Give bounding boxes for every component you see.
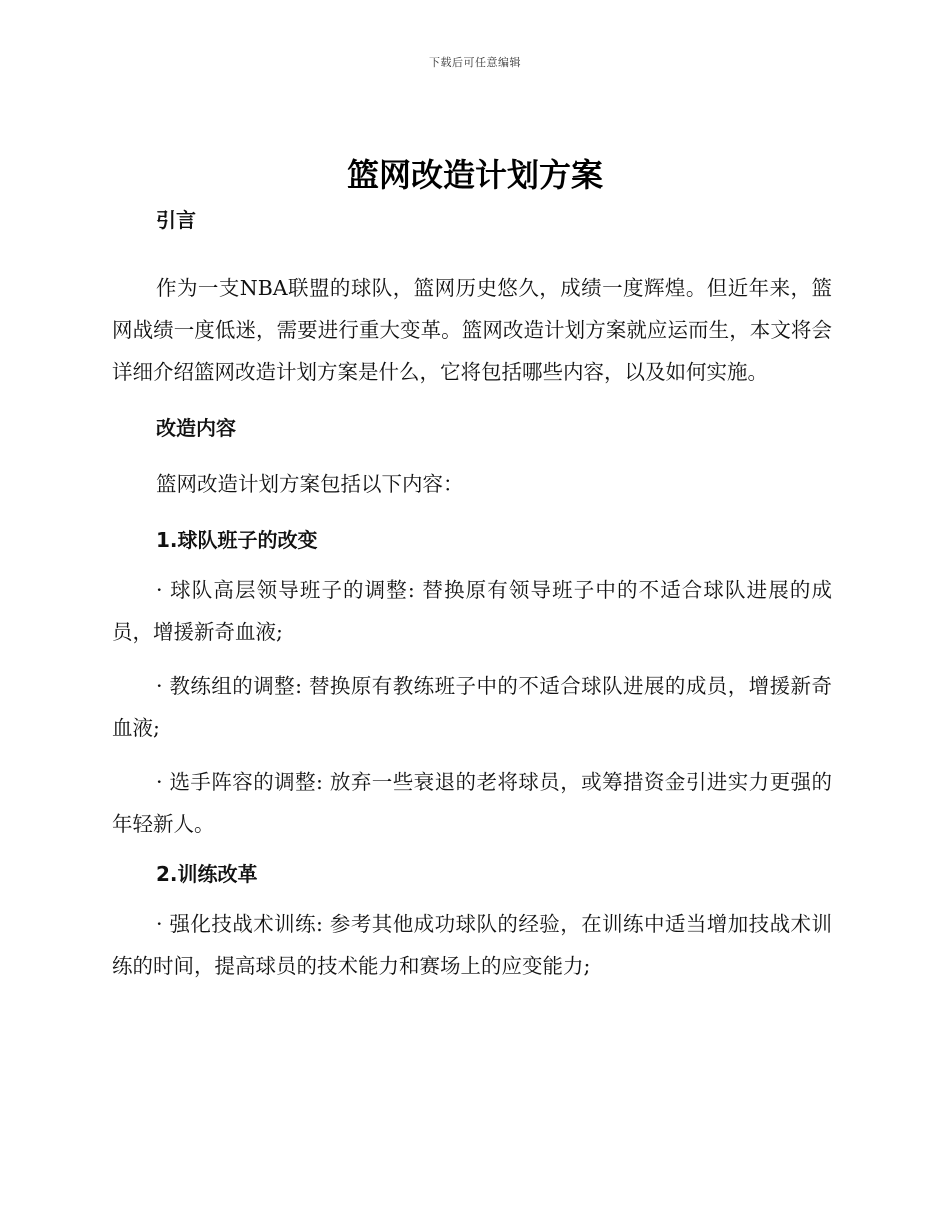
training-item: · 强化技战术训练: 参考其他成功球队的经验，在训练中适当增加技战术训练的时间，提高球员的技术能力和赛场上的应变能力; xyxy=(112,912,832,978)
section-heading-intro: 引言 xyxy=(156,208,196,232)
document-title: 篮网改造计划方案 xyxy=(346,156,603,194)
changes-lead-paragraph: 篮网改造计划方案包括以下内容： xyxy=(156,472,464,496)
document-body xyxy=(112,203,832,999)
section-heading-training: 2.训练改革 xyxy=(156,862,258,886)
team-item: · 教练组的调整: 替换原有教练班子中的不适合球队进展的成员，增援新奇血液; xyxy=(112,674,832,740)
header-note: 下载后可任意编辑 xyxy=(429,56,521,69)
intro-paragraph: 作为一支NBA联盟的球队，篮网历史悠久，成绩一度辉煌。但近年来，篮网战绩一度低迷，需要进行重大变革。篮网改造计划方案就应运而生，本文将会详细介绍篮网改造计划方案是什么，它将包括哪些内容，以及如何实施。 xyxy=(112,276,832,384)
section-heading-changes: 改造内容 xyxy=(156,416,236,440)
team-item: · 选手阵容的调整: 放弃一些衰退的老将球员，或筹措资金引进实力更强的年轻新人。 xyxy=(112,770,832,836)
section-heading-team: 1.球队班子的改变 xyxy=(156,528,318,552)
team-item: · 球队高层领导班子的调整: 替换原有领导班子中的不适合球队进展的成员，增援新奇血液; xyxy=(112,578,832,644)
